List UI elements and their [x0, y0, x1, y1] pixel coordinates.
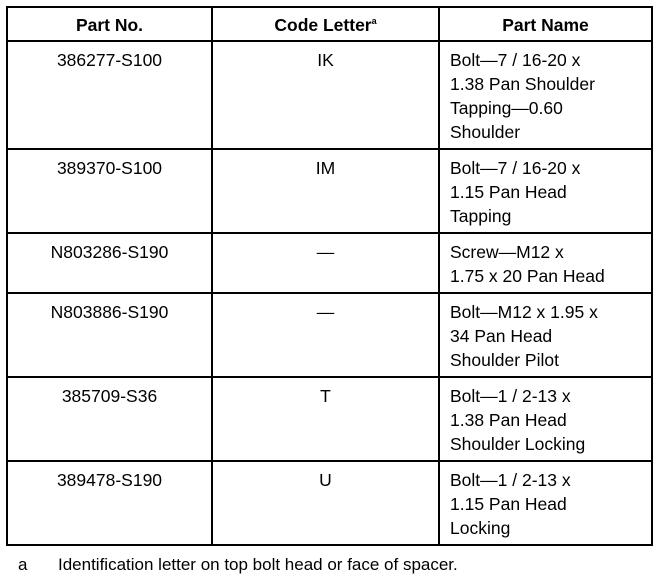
part-name-line: 1.15 Pan Head	[450, 494, 567, 514]
table-row	[7, 461, 652, 545]
part-no-cell: 385709-S36	[7, 377, 212, 461]
header-part-no	[7, 7, 212, 41]
code-letter-cell: —	[212, 293, 439, 377]
part-name-line: Tapping	[450, 206, 512, 226]
part-name-cell	[439, 41, 652, 149]
part-name-line: Bolt—1 / 2-13 x	[450, 470, 571, 490]
part-no-cell: 389370-S100	[7, 149, 212, 233]
code-letter-cell: —	[212, 233, 439, 293]
header-part-name-label: Part Name	[502, 15, 589, 35]
header-part-name	[439, 7, 652, 41]
table-row	[7, 293, 652, 377]
header-part-no-label: Part No.	[75, 15, 144, 35]
part-name-line: Tapping—0.60	[450, 98, 563, 118]
footnote-text: Identification letter on top bolt head or face of spacer.	[58, 555, 458, 574]
code-letter-cell: IK	[212, 41, 439, 149]
table-row	[7, 377, 652, 461]
header-code-letter	[212, 7, 439, 41]
code-letter-cell: IM	[212, 149, 439, 233]
table-row	[7, 233, 652, 293]
part-name-line: 1.38 Pan Shoulder	[450, 74, 595, 94]
part-name-line: Shoulder Pilot	[450, 350, 559, 370]
table-header	[7, 7, 652, 41]
code-letter-cell: T	[212, 377, 439, 461]
part-name-cell	[439, 461, 652, 545]
table-row	[7, 149, 652, 233]
part-name-cell	[439, 149, 652, 233]
part-name-line: 1.15 Pan Head	[450, 182, 567, 202]
header-code-letter-label: Code Letter	[274, 15, 372, 35]
part-name-line: Shoulder	[450, 122, 521, 142]
part-no-cell: N803886-S190	[7, 293, 212, 377]
footnote-reference: a	[371, 16, 377, 26]
part-name-line: Shoulder Locking	[450, 434, 586, 454]
part-name-cell	[439, 293, 652, 377]
part-name-line: 1.75 x 20 Pan Head	[450, 266, 605, 286]
part-name-line: Locking	[450, 518, 511, 538]
code-letter-cell: U	[212, 461, 439, 545]
table-row	[7, 41, 652, 149]
part-no-cell: 389478-S190	[7, 461, 212, 545]
footnote	[18, 553, 458, 577]
part-name-cell	[439, 233, 652, 293]
parts-table	[6, 6, 653, 546]
part-name-line: 34 Pan Head	[450, 326, 553, 346]
part-name-line: Screw—M12 x	[450, 242, 564, 262]
footnote-marker: a	[18, 555, 28, 574]
part-name-line: Bolt—M12 x 1.95 x	[450, 302, 598, 322]
part-name-line: Bolt—1 / 2-13 x	[450, 386, 571, 406]
part-name-line: 1.38 Pan Head	[450, 410, 567, 430]
part-name-line: Bolt—7 / 16-20 x	[450, 50, 581, 70]
part-name-line: Bolt—7 / 16-20 x	[450, 158, 581, 178]
part-name-cell	[439, 377, 652, 461]
table-body	[7, 41, 652, 545]
header-row	[7, 7, 652, 41]
part-no-cell: 386277-S100	[7, 41, 212, 149]
part-no-cell: N803286-S190	[7, 233, 212, 293]
